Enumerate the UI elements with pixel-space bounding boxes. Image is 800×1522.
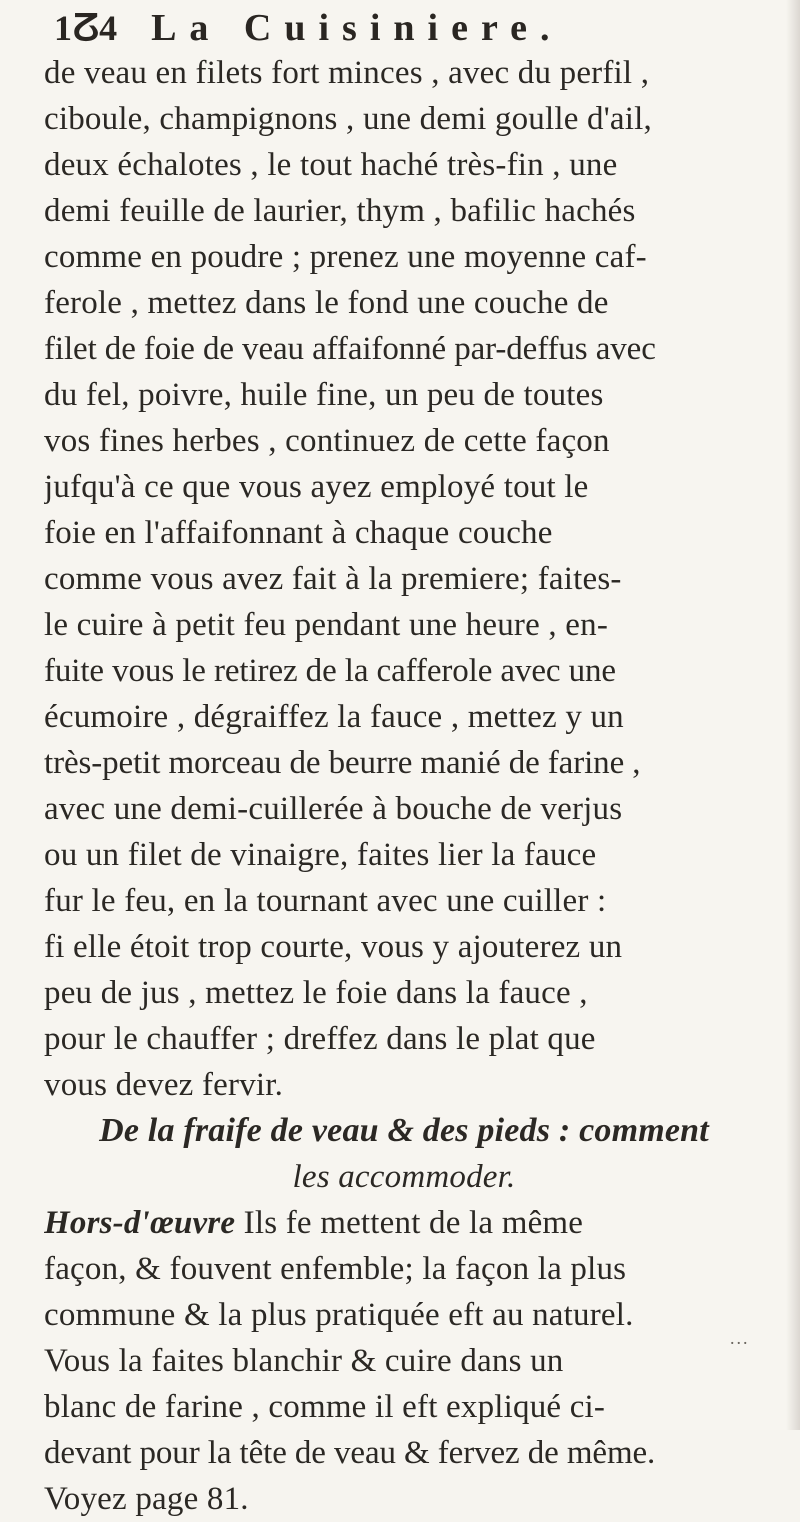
section-first-line-text: Ils fe mettent de la même: [235, 1205, 584, 1241]
body-line: très-petit morceau de beurre manié de farine ,: [44, 745, 641, 781]
body-line: demi feuille de laurier, thym , bafilic hachés: [44, 193, 636, 229]
section-line: Voyez page 81.: [44, 1481, 249, 1517]
section-line: Vous la faites blanchir & cuire dans un: [44, 1343, 564, 1379]
body-line: vous devez fervir.: [44, 1067, 284, 1103]
section-line: blanc de farine , comme il eft expliqué ci-: [44, 1389, 606, 1425]
running-title: La Cuisiniere.: [151, 7, 563, 49]
section-lead: Hors-d'œuvre: [44, 1205, 236, 1241]
footer-mark: ...: [730, 1328, 750, 1348]
body-line: écumoire , dégraiffez la fauce , mettez y un: [44, 699, 624, 735]
body-line: foie en l'affaifonnant à chaque couche: [44, 515, 553, 551]
page-edge-shadow: [786, 0, 800, 1430]
section-heading: De la fraife de veau & des pieds : comment: [99, 1112, 709, 1149]
body-line: peu de jus , mettez le foie dans la fauce ,: [44, 975, 588, 1011]
body-line: ou un filet de vinaigre, faites lier la fauce: [44, 837, 597, 873]
body-line: avec une demi-cuillerée à bouche de verjus: [44, 791, 623, 827]
section-heading-continuation: les accommoder.: [292, 1159, 516, 1195]
body-line: du fel, poivre, huile fine, un peu de toutes: [44, 377, 604, 413]
page-number: 1ⵒ4: [54, 8, 118, 48]
body-line: vos fines herbes , continuez de cette façon: [44, 423, 610, 459]
body-line: ferole , mettez dans le fond une couche de: [44, 285, 609, 321]
section-line: devant pour la tête de veau & fervez de même.: [44, 1435, 656, 1471]
body-line: fi elle étoit trop courte, vous y ajouterez un: [44, 929, 623, 965]
body-line: comme vous avez fait à la premiere; faites-: [44, 561, 622, 597]
text-block: [44, 50, 764, 1522]
body-line: fuite vous le retirez de la cafferole avec une: [44, 653, 616, 689]
section-line: façon, & fouvent enfemble; la façon la plus: [44, 1251, 627, 1287]
body-line: deux échalotes , le tout haché très-fin , une: [44, 147, 618, 183]
body-line: pour le chauffer ; dreffez dans le plat que: [44, 1021, 596, 1057]
section-first-line: [44, 1200, 764, 1246]
section-line: commune & la plus pratiquée eft au naturel.: [44, 1297, 634, 1333]
body-line: ciboule, champignons , une demi goulle d'ail,: [44, 101, 652, 137]
body-line: de veau en filets fort minces , avec du perfil ,: [44, 55, 650, 91]
body-line: comme en poudre ; prenez une moyenne caf-: [44, 239, 647, 275]
body-line: filet de foie de veau affaifonné par-deffus avec: [44, 331, 656, 367]
body-line: le cuire à petit feu pendant une heure , en-: [44, 607, 609, 643]
body-line: jufqu'à ce que vous ayez employé tout le: [44, 469, 589, 505]
body-line: fur le feu, en la tournant avec une cuiller :: [44, 883, 607, 919]
